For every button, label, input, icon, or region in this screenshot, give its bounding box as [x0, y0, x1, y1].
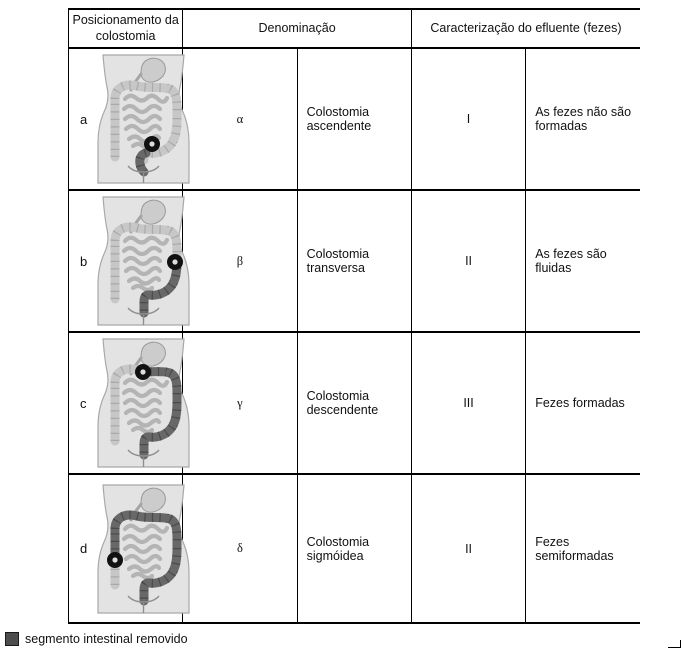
row-letter-b: b [80, 253, 88, 269]
header-row [69, 9, 641, 48]
effluent-cell-c: Fezes formadas [526, 332, 640, 474]
row-letter-a: a [80, 111, 88, 127]
table-row-b [69, 190, 641, 332]
row-letter-c: c [80, 395, 87, 411]
table-row-a [69, 48, 641, 190]
denomination-cell-c: Colostomia descendente [297, 332, 411, 474]
table-row-c [69, 332, 641, 474]
colostomy-figure-a [91, 54, 196, 184]
numeral-cell-c: III [411, 332, 525, 474]
legend-label: segmento intestinal removido [25, 632, 188, 646]
colostomy-figure-b [91, 196, 196, 326]
table-row-d [69, 474, 641, 623]
colostomy-table-wrap [68, 8, 640, 624]
figure-cell-b [69, 190, 183, 332]
numeral-cell-a: I [411, 48, 525, 190]
effluent-cell-a: As fezes não são formadas [526, 48, 640, 190]
header-positioning: Posicionamento da colostomia [69, 9, 183, 48]
figure-cell-a [69, 48, 183, 190]
figure-cell-d [69, 474, 183, 623]
denomination-cell-b: Colostomia transversa [297, 190, 411, 332]
greek-cell-c: γ [183, 332, 297, 474]
colostomy-table [68, 8, 640, 624]
greek-cell-d: δ [183, 474, 297, 623]
numeral-cell-b: II [411, 190, 525, 332]
denomination-cell-a: Colostomia ascendente [297, 48, 411, 190]
legend [5, 632, 188, 646]
header-denomination: Denominação [183, 9, 412, 48]
greek-cell-a: α [183, 48, 297, 190]
denomination-cell-d: Colostomia sigmóidea [297, 474, 411, 623]
header-effluent: Caracterização do efluente (fezes) [411, 9, 640, 48]
row-letter-d: d [80, 541, 88, 556]
colostomy-figure-c [91, 338, 196, 468]
effluent-cell-d: Fezes semiformadas [526, 474, 640, 623]
figure-cell-c [69, 332, 183, 474]
numeral-cell-d: II [411, 474, 525, 623]
corner-mark [668, 640, 681, 648]
colostomy-figure-d [91, 484, 196, 614]
effluent-cell-b: As fezes são fluidas [526, 190, 640, 332]
removed-segment-swatch [5, 632, 19, 646]
greek-cell-b: β [183, 190, 297, 332]
